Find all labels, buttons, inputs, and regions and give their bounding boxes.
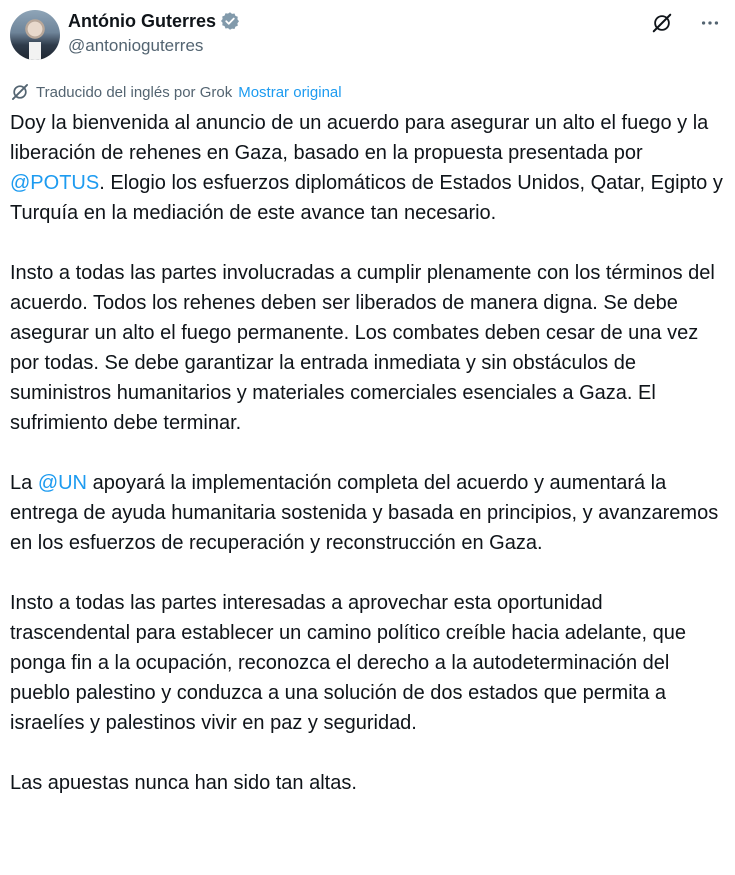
tweet-header <box>10 8 725 60</box>
avatar-shirt <box>29 42 41 60</box>
name-row <box>68 10 240 32</box>
paragraph-2: Insto a todas las partes involucradas a cumplir plenamente con los términos del acuerdo. Todos los rehenes deben ser liberados de manera digna. Se debe asegurar un alto el fuego permanente. Los combates deben cesar de una vez por todas. Se debe garantizar la entrada inmediata y sin obstáculos de suministros humanitarios y materiales comerciales esenciales a Gaza. El sufrimiento debe terminar. <box>10 262 715 434</box>
translation-label: Traducido del inglés por Grok <box>36 83 233 101</box>
mention-un[interactable]: @UN <box>37 472 88 494</box>
mention-potus[interactable]: @POTUS <box>10 172 100 194</box>
paragraph-3 <box>10 468 725 558</box>
paragraph-1 <box>10 108 725 228</box>
show-original-link[interactable]: Mostrar original <box>238 83 342 101</box>
handle[interactable]: @antonioguterres <box>68 36 204 55</box>
more-icon[interactable] <box>699 12 721 34</box>
display-name[interactable]: António Guterres <box>68 10 217 31</box>
verified-badge-icon <box>220 11 240 31</box>
paragraph-1-text-before: Doy la bienvenida al anuncio de un acuerdo para asegurar un alto el fuego y la liberación de rehenes en Gaza, basado en la propuesta presentada por <box>10 112 709 164</box>
grok-translate-icon <box>10 82 30 102</box>
paragraph-5: Las apuestas nunca han sido tan altas. <box>10 772 357 794</box>
grok-icon[interactable] <box>651 12 673 34</box>
tweet-body <box>10 108 725 828</box>
paragraph-1-text-after: . Elogio los esfuerzos diplomáticos de Estados Unidos, Qatar, Egipto y Turquía en la mediación de este avance tan necesario. <box>10 172 723 224</box>
paragraph-4: Insto a todas las partes interesadas a aprovechar esta oportunidad trascendental para establecer un camino político creíble hacia adelante, que ponga fin a la ocupación, reconozca el derecho a la autodeterminación del pueblo palestino y conduzca a una solución de dos estados que permita a israelíes y palestinos vivir en paz y seguridad. <box>10 592 686 734</box>
paragraph-3-text-before: La <box>10 472 38 494</box>
avatar[interactable] <box>10 10 60 60</box>
paragraph-3-text-after: apoyará la implementación completa del acuerdo y aumentará la entrega de ayuda humanitaria sostenida y basada en principios, y avanzaremos en los esfuerzos de recuperación y reconstrucción en Gaza. <box>10 472 719 554</box>
author-info <box>68 10 240 56</box>
translation-notice <box>10 82 342 102</box>
